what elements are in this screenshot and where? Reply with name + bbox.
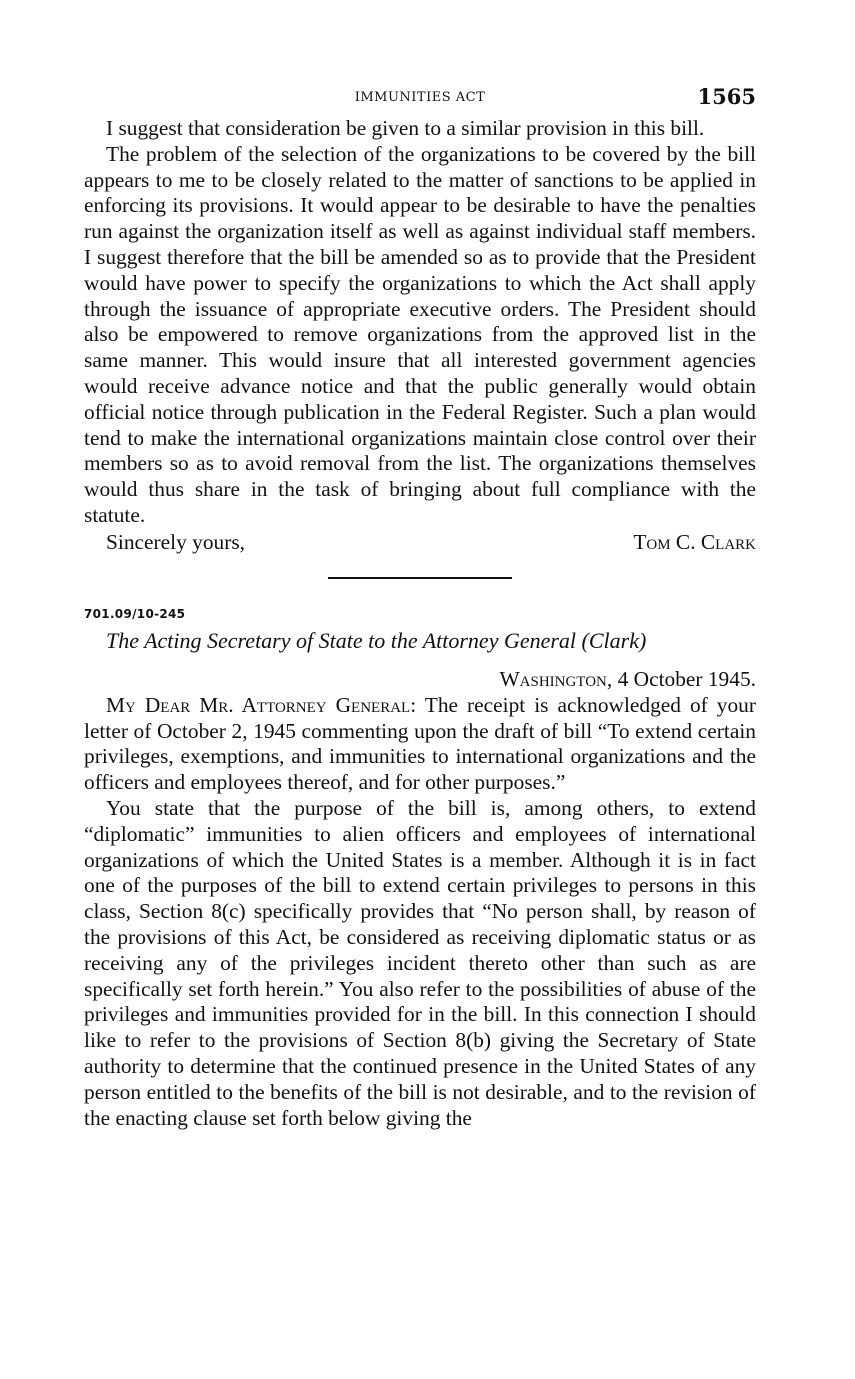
page-header [84, 86, 756, 116]
running-head: IMMUNITIES ACT [354, 90, 486, 105]
letter-from-acting-secretary [84, 693, 756, 1132]
dateline [84, 665, 756, 693]
dateline-date: 4 October 1945. [617, 666, 756, 691]
signoff [84, 529, 756, 555]
paragraph: The problem of the selection of the organizations to be covered by the bill appears to me to be closely related to the matter of sanctions to be applied in enforcing its provisions. It would appear to be desirable to have the penalties run against the organization itself as well as against individual staff members. I suggest therefore that the bill be amended so as to provide that the President would have power to specify the organizations to which the Act shall apply through the issuance of appropriate executive orders. The President should also be empowered to remove organizations from the approved list in the same manner. This would insure that all interested government agencies would receive advance notice and that the public generally would obtain official notice through publication in the Federal Register. Such a plan would tend to make the international organizations maintain close control over their members so as to avoid removal from the list. The organizations themselves would thus share in the task of bringing about full compliance with the statute. [84, 141, 756, 527]
paragraph: You state that the purpose of the bill is, among others, to extend “diplomatic” immunities to alien officers and employees of international organizations of which the United States is a member. Although it is in fact one of the purposes of the bill to extend certain privileges to persons in this class, Section 8(c) specifically provides that “No person shall, by reason of the provisions of this Act, be considered as receiving diplomatic status or as receiving any of the privileges incident thereto other than such as are specifically set forth herein.” You also refer to the possibilities of abuse of the privileges and immunities provided for in the bill. In this connection I should like to refer to the provisions of Section 8(b) giving the Secretary of State authority to determine that the continued presence in the United States of any person entitled to the benefits of the bill is not desirable, and to the revision of the enacting clause set forth below giving the [84, 795, 756, 1130]
dateline-place: Washington, [499, 666, 613, 691]
closing: Sincerely yours, [106, 529, 246, 554]
salutation: My Dear Mr. Attorney General: [106, 692, 417, 717]
document-page [84, 86, 756, 1131]
letter-from-attorney-general [84, 116, 756, 529]
section-divider [328, 577, 512, 579]
signature: Tom C. Clark [633, 529, 756, 554]
paragraph: I suggest that consideration be given to a similar provision in this bill. [106, 116, 705, 140]
page-number: 1565 [697, 84, 756, 109]
paragraph [84, 693, 756, 796]
document-title: The Acting Secretary of State to the Attorney General (Clark) [106, 627, 647, 653]
document-reference: 701.09/10-245 [84, 606, 186, 621]
paragraph-text: The receipt is acknowledged of your letter of October 2, 1945 commenting upon the draft of bill “To extend certain privileges, exemptions, and immunities to international organizations and the officers and employees thereof, and for other purposes.” [84, 692, 756, 795]
